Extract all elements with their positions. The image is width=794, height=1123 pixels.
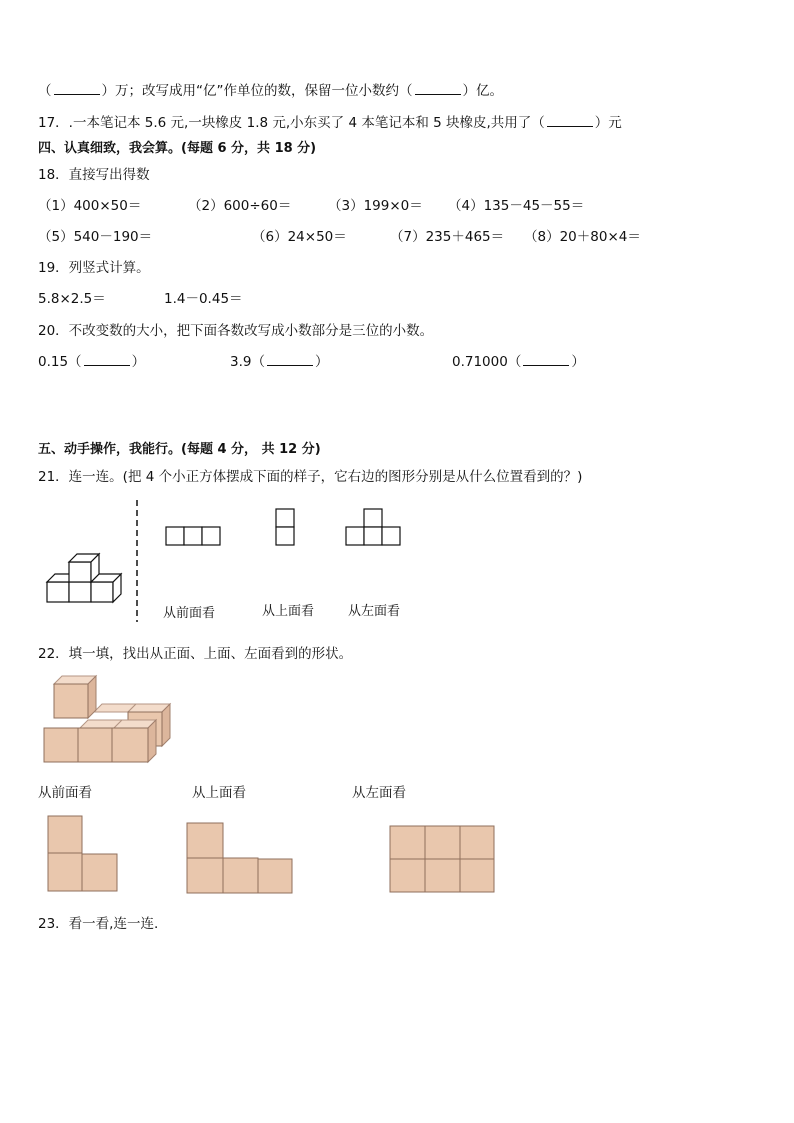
- dashed-divider: [135, 500, 139, 622]
- q20-number: 3.9（: [230, 354, 265, 370]
- q19-item: 1.4－0.45＝: [164, 291, 243, 307]
- q20-close-paren: ）: [571, 354, 585, 370]
- left-view-grid-shape[interactable]: [389, 825, 497, 895]
- q18-item: （1）400×50＝: [38, 198, 142, 214]
- q20-item: [452, 353, 585, 371]
- answer-blank[interactable]: [547, 114, 593, 127]
- q18-item: （5）540－190＝: [38, 229, 153, 245]
- q22-label-top: 从上面看: [192, 785, 246, 801]
- q18-item: （2）600÷60＝: [188, 198, 292, 214]
- question-23-title: 23．看一看,连一连.: [38, 916, 159, 932]
- q21-label-front[interactable]: 从前面看: [163, 606, 216, 621]
- q20-close-paren: ）: [314, 354, 329, 370]
- q18-item: （8）20＋80×4＝: [524, 229, 641, 245]
- block-stack-figure: [42, 672, 172, 767]
- question-20-title: 20．不改变数的大小，把下面各数改写成小数部分是三位的小数。: [38, 323, 434, 339]
- view-three-row-shape[interactable]: [165, 526, 221, 546]
- q18-item: （7）235＋465＝: [390, 229, 505, 245]
- answer-blank[interactable]: [415, 82, 461, 95]
- q16-middle-text: ）万；改写成用“亿”作单位的数，保留一位小数约（: [101, 83, 413, 99]
- q22-label-left: 从左面看: [352, 785, 406, 801]
- top-view-wide-l-shape[interactable]: [186, 822, 294, 894]
- q17-text: 17．.一本笔记本 5.6 元,一块橡皮 1.8 元,小东买了 4 本笔记本和 5 块橡皮,共用了（: [38, 115, 545, 131]
- q22-label-front: 从前面看: [38, 785, 92, 801]
- q20-close-paren: ）: [131, 354, 146, 370]
- answer-blank[interactable]: [267, 353, 313, 366]
- question-21-title: 21．连一连。(把 4 个小正方体摆成下面的样子，它右边的图形分别是从什么位置看到的？): [38, 469, 583, 485]
- q18-item: （6）24×50＝: [252, 229, 347, 245]
- section-5-title: 五、动手操作，我能行。(每题 4 分， 共 12 分): [38, 442, 321, 457]
- q18-item: （4）135－45－55＝: [448, 198, 585, 214]
- answer-blank[interactable]: [54, 82, 100, 95]
- question-22-title: 22．填一填，找出从正面、上面、左面看到的形状。: [38, 646, 353, 662]
- question-18-title: 18．直接写出得数: [38, 167, 150, 183]
- question-19-title: 19．列竖式计算。: [38, 260, 150, 276]
- q18-item: （3）199×0＝: [328, 198, 423, 214]
- front-view-l-shape[interactable]: [47, 815, 119, 893]
- answer-blank[interactable]: [523, 353, 569, 366]
- q17-tail: ）元: [594, 115, 622, 131]
- q21-label-top[interactable]: 从上面看: [262, 604, 315, 619]
- q19-item: 5.8×2.5＝: [38, 291, 106, 307]
- q16-end-text: ）亿。: [462, 83, 503, 99]
- section-4-title: 四、认真细致，我会算。(每题 6 分，共 18 分): [38, 141, 317, 156]
- cube-stack-figure: [40, 540, 130, 606]
- q20-item: [230, 353, 328, 371]
- q16-open-paren: （: [38, 83, 52, 99]
- q20-number: 0.71000（: [452, 354, 522, 370]
- q20-number: 0.15（: [38, 354, 82, 370]
- view-two-stack-shape[interactable]: [275, 508, 295, 546]
- q20-item: [38, 353, 145, 371]
- question-17: [38, 114, 622, 132]
- q21-label-left[interactable]: 从左面看: [348, 604, 401, 619]
- q16-tail-line: [38, 82, 503, 100]
- view-t-shape[interactable]: [345, 508, 401, 546]
- answer-blank[interactable]: [84, 353, 130, 366]
